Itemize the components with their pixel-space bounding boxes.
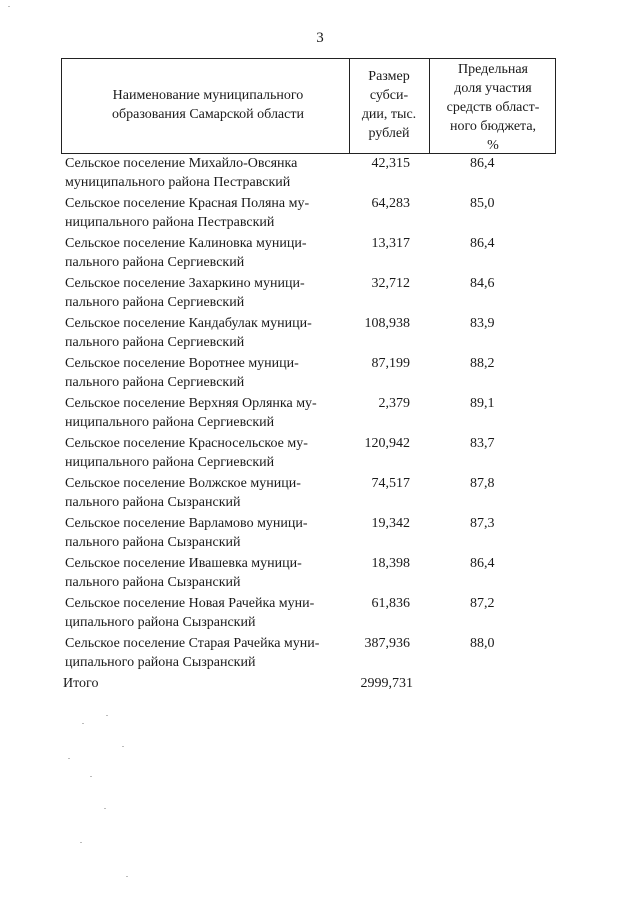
table-row	[0, 314, 640, 354]
table-row	[0, 634, 640, 674]
row-share: 83,7	[470, 436, 495, 451]
header-size-line: Размер	[368, 69, 410, 84]
row-name-line: Сельское поселение Калиновка муници-	[65, 236, 307, 251]
row-name-line: Сельское поселение Варламово муници-	[65, 516, 308, 531]
scan-speck	[104, 808, 106, 809]
row-share: 86,4	[470, 556, 495, 571]
table-row	[0, 554, 640, 594]
row-name	[65, 394, 350, 432]
row-share: 86,4	[470, 156, 495, 171]
row-name	[65, 314, 350, 352]
row-name	[65, 514, 350, 552]
row-name-line: Сельское поселение Верхняя Орлянка му-	[65, 396, 317, 411]
header-budget-share	[430, 60, 556, 155]
header-subsidy-size	[350, 67, 428, 143]
row-name-line: Сельское поселение Красносельское му-	[65, 436, 308, 451]
row-name-line: Сельское поселение Волжское муници-	[65, 476, 301, 491]
row-name	[65, 554, 350, 592]
total-amount: 2999,731	[360, 676, 413, 691]
table-row	[0, 434, 640, 474]
header-share-line: Предельная	[458, 62, 528, 77]
row-amount: 42,315	[371, 156, 410, 171]
table-header	[61, 58, 556, 154]
scan-speck	[122, 746, 124, 747]
row-share: 87,3	[470, 516, 495, 531]
row-name-line: Сельское поселение Кандабулак муници-	[65, 316, 312, 331]
header-name-line: образования Самарской области	[112, 107, 304, 122]
row-share: 87,2	[470, 596, 495, 611]
row-amount: 2,379	[378, 396, 410, 411]
header-name-line: Наименование муниципального	[112, 88, 304, 103]
row-name-line: Сельское поселение Красная Поляна му-	[65, 196, 310, 211]
row-name	[65, 354, 350, 392]
row-name-line: Сельское поселение Новая Рачейка муни-	[65, 596, 315, 611]
row-share: 88,0	[470, 636, 495, 651]
row-share: 86,4	[470, 236, 495, 251]
scan-speck	[106, 715, 108, 716]
row-share: 84,6	[470, 276, 495, 291]
row-share: 87,8	[470, 476, 495, 491]
row-amount: 64,283	[371, 196, 410, 211]
table-row	[0, 274, 640, 314]
row-name-line: пального района Сергиевский	[65, 335, 245, 350]
row-share: 88,2	[470, 356, 495, 371]
row-name	[65, 434, 350, 472]
header-share-line: доля участия	[454, 81, 532, 96]
row-name-line: ниципального района Сергиевский	[65, 455, 275, 470]
row-name-line: Сельское поселение Ивашевка муници-	[65, 556, 302, 571]
header-municipality-name	[80, 86, 336, 124]
table-row	[0, 354, 640, 394]
scan-speck	[126, 876, 128, 877]
row-amount: 87,199	[371, 356, 410, 371]
row-amount: 32,712	[371, 276, 410, 291]
table-row	[0, 514, 640, 554]
total-label: Итого	[63, 676, 99, 691]
row-name	[65, 154, 350, 192]
row-share: 89,1	[470, 396, 495, 411]
header-size-line: дии, тыс.	[361, 107, 417, 122]
scan-speck	[8, 6, 10, 7]
row-amount: 13,317	[371, 236, 410, 251]
table-body	[0, 154, 640, 674]
table-row	[0, 594, 640, 634]
table-row	[0, 234, 640, 274]
scan-speck	[90, 776, 92, 777]
row-amount: 120,942	[364, 436, 410, 451]
row-name-line: ципального района Сызранский	[65, 655, 256, 670]
row-name	[65, 594, 350, 632]
row-name-line: ниципального района Пестравский	[65, 215, 275, 230]
row-name-line: пального района Сергиевский	[65, 375, 245, 390]
scan-speck	[80, 842, 82, 843]
row-share: 85,0	[470, 196, 495, 211]
page-number: 3	[316, 30, 324, 46]
row-name-line: Сельское поселение Старая Рачейка муни-	[65, 636, 320, 651]
table-row	[0, 154, 640, 194]
header-share-line: средств област-	[446, 100, 540, 115]
row-name	[65, 234, 350, 272]
row-name-line: Сельское поселение Захаркино муници-	[65, 276, 305, 291]
row-name-line: пального района Сызранский	[65, 535, 241, 550]
row-amount: 387,936	[364, 636, 410, 651]
row-name-line: ципального района Сызранский	[65, 615, 256, 630]
scan-speck	[82, 723, 84, 724]
header-share-line: ного бюджета,	[449, 119, 537, 134]
header-size-line: рублей	[368, 126, 410, 141]
row-amount: 19,342	[371, 516, 410, 531]
row-name	[65, 634, 350, 672]
row-amount: 108,938	[364, 316, 410, 331]
row-name	[65, 474, 350, 512]
row-amount: 61,836	[371, 596, 410, 611]
row-name-line: пального района Сызранский	[65, 575, 241, 590]
header-share-line: %	[487, 138, 499, 153]
row-name-line: Сельское поселение Михайло-Овсянка	[65, 156, 298, 171]
scan-speck	[68, 758, 70, 759]
row-name-line: пального района Сызранский	[65, 495, 241, 510]
row-name-line: пального района Сергиевский	[65, 255, 245, 270]
table-row	[0, 194, 640, 234]
table-row	[0, 474, 640, 514]
row-amount: 18,398	[371, 556, 410, 571]
row-name	[65, 194, 350, 232]
row-name-line: пального района Сергиевский	[65, 295, 245, 310]
row-name-line: ниципального района Сергиевский	[65, 415, 275, 430]
row-name-line: Сельское поселение Воротнее муници-	[65, 356, 299, 371]
row-name	[65, 274, 350, 312]
row-amount: 74,517	[371, 476, 410, 491]
table-row	[0, 394, 640, 434]
row-share: 83,9	[470, 316, 495, 331]
header-size-line: субси-	[369, 88, 409, 103]
row-name-line: муниципального района Пестравский	[65, 175, 291, 190]
